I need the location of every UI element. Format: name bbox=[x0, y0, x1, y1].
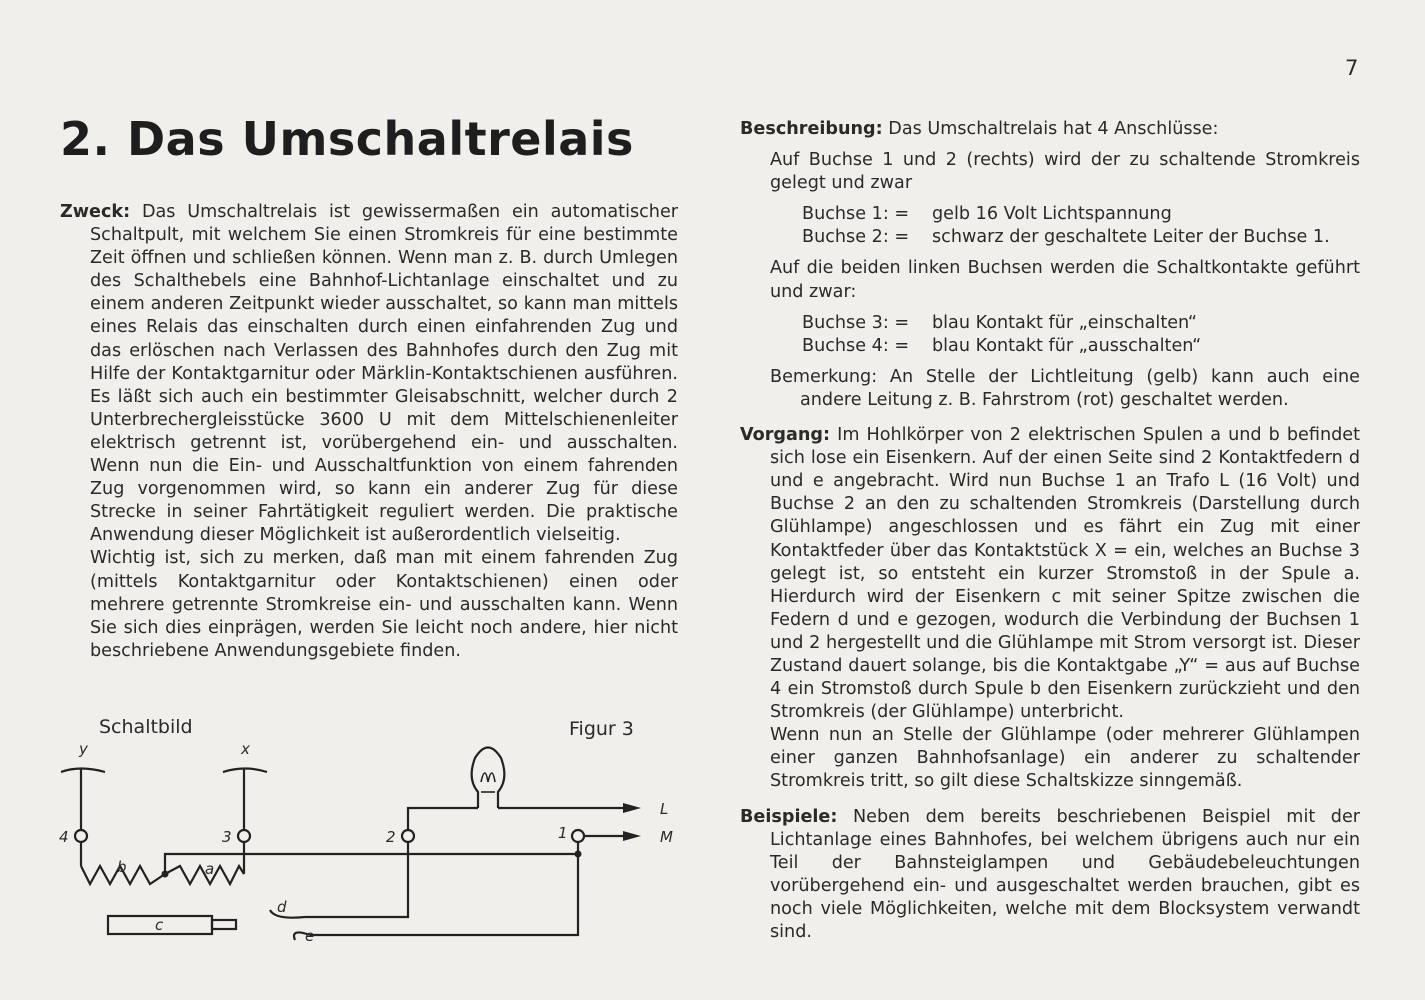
page-number: 7 bbox=[1345, 56, 1359, 80]
iron-core-tip bbox=[212, 920, 236, 929]
lamp-symbol bbox=[472, 748, 505, 809]
label-e: e bbox=[305, 927, 315, 945]
bemerkung-paragraph: Bemerkung: An Stelle der Lichtleitung (gelb) kann auch eine andere Leitung z. B. Fahrstrom (rot) geschaltet werden. bbox=[770, 366, 1360, 410]
label-3: 3 bbox=[222, 828, 232, 846]
socket-1 bbox=[572, 830, 584, 842]
socket-3 bbox=[238, 830, 250, 842]
vorgang-paragraph bbox=[740, 424, 1360, 724]
buchse-3-label: Buchse 3: = bbox=[802, 312, 910, 333]
circuit-diagram bbox=[55, 712, 695, 962]
beispiele-label: Beispiele: bbox=[740, 806, 838, 827]
page-title: 2. Das Umschaltrelais bbox=[60, 112, 634, 166]
zweck-paragraph bbox=[60, 201, 678, 547]
label-d: d bbox=[277, 898, 287, 916]
beschreibung-p2: Auf die beiden linken Buchsen werden die Schaltkontakte geführt und zwar: bbox=[770, 258, 1360, 302]
buchse-2-text: schwarz der geschaltete Leiter der Buchse 1. bbox=[932, 227, 1330, 248]
label-M: M bbox=[660, 828, 673, 846]
buchse-1-text: gelb 16 Volt Lichtspannung bbox=[932, 204, 1172, 225]
zweck-text: Das Umschaltrelais ist gewissermaßen ein automatischer Schaltpult, mit welchem Sie einen Stromkreis für eine bestimmte Zeit öffnen und schließen können. Wenn man z. B. durch Umlegen des Schalthebels eine Bahnhof-Lichtanlage einschaltet und zu einem anderen Zeitpunkt wieder ausschaltet, so kann man mittels eines Relais das einschalten durch einen einfahrenden Zug und das erlöschen nach Verlassen des Bahnhofes durch den Zug mit Hilfe der Kontaktgarnitur oder Märklin-Kontaktschienen ausführen. Es läßt sich auch ein bestimmter Gleisabschnitt, welcher durch 2 Unterbrechergleisstücke 3600 U mit dem Mittelschienenleiter elektrisch getrennt ist, vorübergehend ein- und ausschalten. Wenn nun die Ein- und Ausschaltfunktion von einem fahrenden Zug vorgenommen wird, so kann ein anderer Zug für diese Strecke in seiner Fahrtätigkeit reguliert werden. Die praktische Anwendung dieser Möglichkeit ist außerordentlich vielseitig. bbox=[90, 202, 679, 546]
socket-2 bbox=[402, 830, 414, 842]
buchse-1-label: Buchse 1: = bbox=[802, 204, 910, 225]
label-c: c bbox=[155, 916, 164, 934]
beschreibung-label: Beschreibung: bbox=[740, 119, 883, 139]
buchse-3-line bbox=[740, 312, 1360, 335]
buchse-4-label: Buchse 4: = bbox=[802, 335, 910, 356]
arrow-M bbox=[623, 831, 641, 841]
label-2: 2 bbox=[386, 828, 396, 846]
buchse-2-label: Buchse 2: = bbox=[802, 227, 910, 248]
beispiele-paragraph bbox=[740, 806, 1360, 945]
beispiele-text: Neben dem bereits beschriebenen Beispiel mit der Lichtanlage eines Bahnhofes, bei welchem übrigens auch nur ein Teil der Bahnsteiglampen und Gebäudebeleuchtungen vorübergehend ein- und ausgeschaltet werden brauchen, gibt es noch viele Möglichkeiten, welche mit dem Blocksystem verwandt sind. bbox=[770, 806, 1361, 942]
zweck-label: Zweck: bbox=[60, 202, 131, 222]
buchse-3-text: blau Kontakt für „einschalten“ bbox=[932, 312, 1198, 333]
label-1: 1 bbox=[558, 824, 568, 842]
buchse-4-text: blau Kontakt für „ausschalten“ bbox=[932, 335, 1202, 356]
beschreibung-intro bbox=[740, 118, 1360, 141]
buchse-4-line bbox=[740, 335, 1360, 358]
caption-schaltbild: Schaltbild bbox=[99, 716, 193, 738]
buchse-1-line bbox=[740, 203, 1360, 226]
label-a: a bbox=[205, 860, 215, 878]
buchse-2-line bbox=[740, 226, 1360, 249]
left-column bbox=[60, 201, 678, 663]
label-4: 4 bbox=[59, 828, 69, 846]
label-x: x bbox=[241, 740, 250, 758]
caption-figur: Figur 3 bbox=[569, 718, 634, 740]
spring-d bbox=[270, 910, 305, 918]
label-y: y bbox=[79, 740, 88, 758]
beschreibung-intro-text: Das Umschaltrelais hat 4 Anschlüsse: bbox=[888, 119, 1219, 139]
zweck-paragraph-2: Wichtig ist, sich zu merken, daß man mit einem fahrenden Zug (mittels Kontaktgarnitur oder Kontaktschienen) einen oder mehrere getrennte Stromkreise ein- und ausschalten kann. Wenn Sie sich dies einprägen, werden Sie leicht noch andere, hier nicht beschriebene Anwendungsgebiete finden. bbox=[90, 548, 678, 661]
label-b: b bbox=[117, 858, 127, 876]
arrow-L bbox=[623, 803, 641, 813]
socket-4 bbox=[75, 830, 87, 842]
label-L: L bbox=[660, 800, 669, 818]
vorgang-paragraph-2: Wenn nun an Stelle der Glühlampe (oder mehrerer Glühlampen einer ganzen Bahnhofsanlage) ein anderer zu schaltender Stromkreis tritt, so gilt diese Schaltskizze sinngemäß. bbox=[770, 725, 1360, 792]
contact-y-symbol bbox=[61, 769, 105, 773]
beschreibung-p1: Auf Buchse 1 und 2 (rechts) wird der zu schaltende Stromkreis gelegt und zwar bbox=[770, 150, 1360, 194]
right-column bbox=[740, 118, 1360, 944]
vorgang-label: Vorgang: bbox=[740, 425, 831, 446]
vorgang-text: Im Hohlkörper von 2 elektrischen Spulen a und b befindet sich lose ein Eisenkern. Auf der einen Seite sind 2 Kontaktfedern d und e angebracht. Wird nun Buchse 1 an Trafo L (16 Volt) und Buchse 2 an den zu schaltenden Stromkreis (Darstellung durch Glühlampe) angeschlossen und es fährt ein Zug mit einer Kontaktfeder über das Kontaktstück X = ein, welches an Buchse 3 gelegt ist, so entsteht ein kurzer Stromstoß in der Spule a. Hierdurch wird der Eisenkern c mit seiner Spitze zwischen die Federn d und e gezogen, wodurch die Verbindung der Buchsen 1 und 2 hergestellt und die Glühlampe mit Strom versorgt ist. Dieser Zustand dauert solange, bis die Kontaktgabe „Y“ = aus auf Buchse 4 ein Stromstoß durch Spule b den Eisenkern zurückzieht und den Stromkreis (der Glühlampe) unterbricht. bbox=[770, 425, 1361, 723]
